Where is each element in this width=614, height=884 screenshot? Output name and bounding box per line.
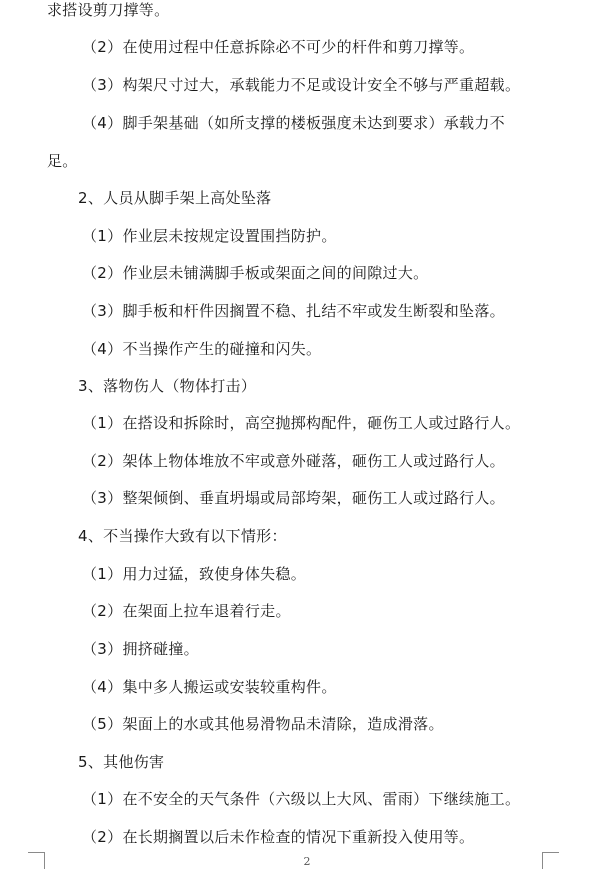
text-line: （4）不当操作产生的碰撞和闪失。: [82, 340, 322, 358]
text-line: （2）在架面上拉车退着行走。: [82, 602, 291, 620]
text-line: 足。: [47, 152, 78, 170]
text-line: （3）脚手板和杆件因搁置不稳、扎结不牢或发生断裂和坠落。: [82, 302, 505, 320]
text-line: （1）在不安全的天气条件（六级以上大风、雷雨）下继续施工。: [82, 790, 521, 808]
text-line: （5）架面上的水或其他易滑物品未清除，造成滑落。: [82, 715, 444, 733]
text-line: （1）在搭设和拆除时，高空抛掷构配件，砸伤工人或过路行人。: [82, 414, 521, 432]
page-number: 2: [303, 855, 311, 868]
section-heading: 3、落物伤人（物体打击）: [78, 377, 257, 395]
text-line: （1）作业层未按规定设置围挡防护。: [82, 227, 337, 245]
text-line: （2）作业层未铺满脚手板或架面之间的间隙过大。: [82, 264, 429, 282]
text-line: （2）架体上物体堆放不牢或意外碰落，砸伤工人或过路行人。: [82, 452, 505, 470]
text-line: （3）整架倾倒、垂直坍塌或局部垮架，砸伤工人或过路行人。: [82, 489, 505, 507]
section-heading: 2、人员从脚手架上高处坠落: [78, 189, 272, 207]
section-heading: 5、其他伤害: [78, 753, 165, 771]
text-line: （2）在长期搁置以后未作检查的情况下重新投入使用等。: [82, 828, 475, 846]
text-line: （4）集中多人搬运或安装较重构件。: [82, 678, 337, 696]
text-line: （1）用力过猛，致使身体失稳。: [82, 565, 307, 583]
text-line: （3）拥挤碰撞。: [82, 640, 199, 658]
section-heading: 4、不当操作大致有以下情形：: [78, 527, 287, 545]
text-line: （2）在使用过程中任意拆除必不可少的杆件和剪刀撑等。: [82, 38, 475, 56]
text-line: （4）脚手架基础（如所支撑的楼板强度未达到要求）承载力不: [82, 114, 505, 132]
text-line: 求搭设剪刀撑等。: [47, 1, 170, 19]
text-line: （3）构架尺寸过大，承载能力不足或设计安全不够与严重超载。: [82, 76, 521, 94]
